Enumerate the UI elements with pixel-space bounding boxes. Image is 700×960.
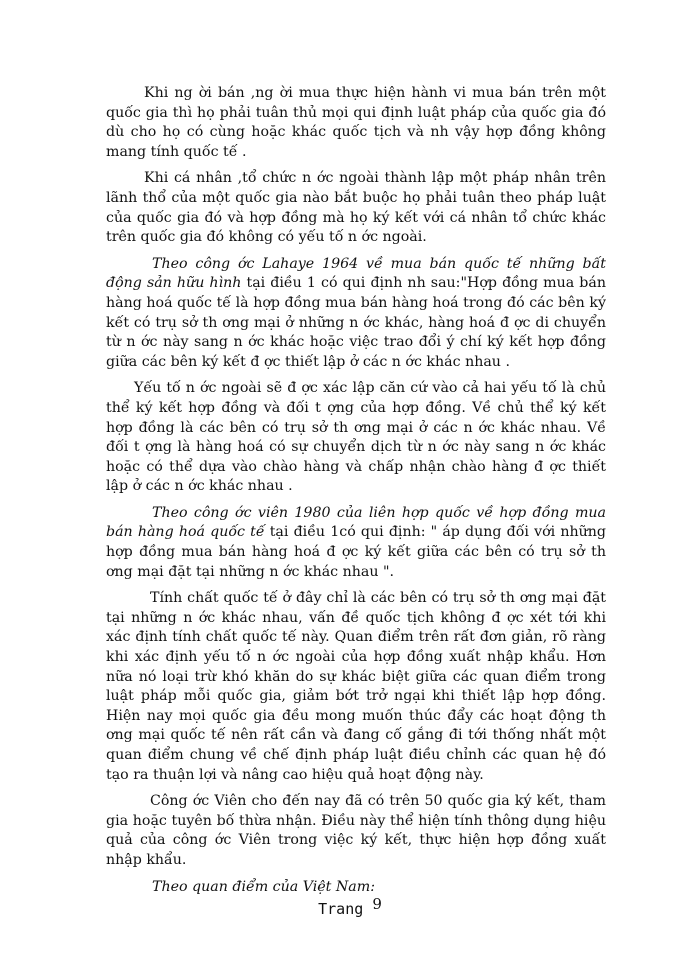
section-heading: Theo quan điểm của Việt Nam: bbox=[152, 878, 375, 895]
paragraph-text: Công ớc Viên cho đến nay đã có trên 50 quốc gia ký kết, tham gia hoặc tuyên bố thừa nhận. Điều này thể hiện tính thông dụng hiệu quả của công ớc Viên trong việc ký kết, thực hiện hợp đồng xuất nhập khẩu. bbox=[106, 793, 606, 868]
paragraph-text: Khi ng ời bán ,ng ời mua thực hiện hành vi mua bán trên một quốc gia thì họ phải tuân thủ mọi qui định luật pháp của quốc gia đó dù cho họ có cùng hoặc khác quốc tịch và nh vậy hợp đồng không mang tính quốc tế . bbox=[106, 85, 606, 160]
paragraph bbox=[106, 792, 606, 870]
paragraph-text: Yếu tố n ớc ngoài sẽ đ ợc xác lập căn cứ vào cả hai yếu tố là chủ thể ký kết hợp đồng và đối t ợng của hợp đồng. Về chủ thể ký kết hợp đồng là các bên có trụ sở th ơng mại ở các n ớc khác nhau. Về đối t ợng là hàng hoá có sự chuyển dịch từ n ớc này sang n ớc khác hoặc có thể dựa vào chào hàng và chấp nhận chào hàng đ ợc thiết lập ở các n ớc khác nhau . bbox=[106, 380, 606, 495]
paragraph bbox=[106, 169, 606, 247]
page-footer bbox=[0, 895, 700, 918]
paragraph bbox=[106, 504, 606, 582]
paragraph bbox=[106, 84, 606, 162]
paragraph bbox=[106, 379, 606, 497]
paragraph-text: tại điều 1có qui định: " áp dụng đối với những hợp đồng mua bán hàng hoá đ ợc ký kết giữa các bên có trụ sở th ơng mại đặt tại những n ớc khác nhau ". bbox=[106, 524, 607, 580]
paragraph bbox=[106, 255, 606, 373]
page-label: Trang bbox=[318, 900, 364, 918]
convention-title: Theo công ớc Lahaye 1964 về mua bán quốc tế những bất động sản hữu hình bbox=[106, 255, 606, 292]
paragraph bbox=[106, 878, 606, 898]
paragraph-text: Tính chất quốc tế ở đây chỉ là các bên có trụ sở th ơng mại đặt tại những n ớc khác nhau, vấn đề quốc tịch không đ ợc xét tới khi xác định tính chất quốc tế này. Quan điểm trên rất đơn giản, rõ ràng khi xác định yếu tố n ớc ngoài của hợp đồng xuất nhập khẩu. Hơn nữa nó loại trừ khó khăn do sự khác biệt giữa các quan điểm trong luật pháp mỗi quốc gia, giảm bớt trở ngại khi thiết lập hợp đồng. Hiện nay mọi quốc gia đều mong muốn thúc đẩy các hoạt động th ơng mại quốc tế nên rất cần và đang cố gắng đi tới thống nhất một quan điểm chung về chế định pháp luật điều chỉnh các quan hệ đó tạo ra thuận lợi và nâng cao hiệu quả hoạt động này. bbox=[106, 590, 606, 783]
body-text bbox=[106, 84, 606, 904]
page-number: 9 bbox=[372, 895, 382, 913]
convention-title: Theo công ớc viên 1980 của liên hợp quốc về hợp đồng mua bán hàng hoá quốc tế bbox=[106, 504, 606, 541]
paragraph bbox=[106, 589, 606, 785]
paragraph-text: Khi cá nhân ,tổ chức n ớc ngoài thành lập một pháp nhân trên lãnh thổ của một quốc gia nào bắt buộc họ phải tuân theo pháp luật của quốc gia đó và hợp đồng mà họ ký kết với cá nhân tổ chức khác trên quốc gia đó không có yếu tố n ớc ngoài. bbox=[106, 170, 606, 246]
paragraph-text: tại điều 1 có qui định nh sau:"Hợp đồng mua bán hàng hoá quốc tế là hợp đồng mua bán hàng hoá trong đó các bên ký kết có trụ sở th ơng mại ở những n ớc khác, hàng hoá đ ợc di chuyển từ n ớc này sang n ớc khác hoặc việc trao đổi ý chí ký kết hợp đồng giữa các bên ký kết đ ợc thiết lập ở các n ớc khác nhau . bbox=[106, 275, 606, 370]
